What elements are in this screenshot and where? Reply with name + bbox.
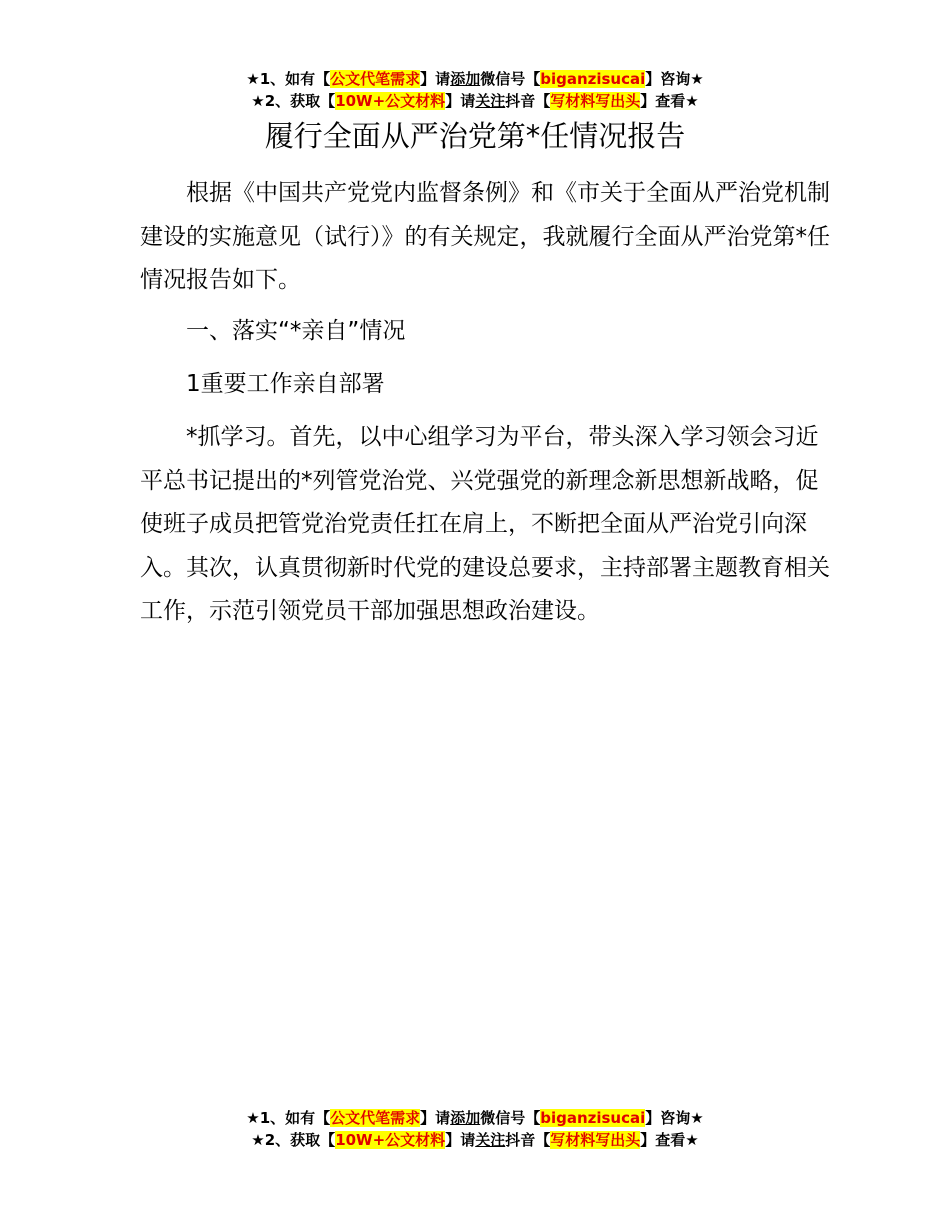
promo-text: 】请 <box>445 92 476 110</box>
subsection-heading <box>140 363 830 407</box>
promo-text: ★1、如有【 <box>246 1109 331 1127</box>
highlight-wechat-id: biganzisucai <box>540 70 646 88</box>
underlined-text: 关注 <box>475 1131 506 1149</box>
bottom-promo-banner <box>0 1107 950 1151</box>
promo-text: 】查看★ <box>640 92 699 110</box>
promo-text: 】请 <box>445 1131 476 1149</box>
top-promo-banner <box>0 68 950 112</box>
highlight-douyin-account: 写材料写出头 <box>550 92 641 110</box>
intro-paragraph <box>140 172 830 303</box>
promo-text: ★2、获取【 <box>251 92 336 110</box>
section-heading <box>140 310 830 354</box>
promo-line-1 <box>0 1107 950 1129</box>
promo-text: 】查看★ <box>640 1131 699 1149</box>
highlight-wechat-id: biganzisucai <box>540 1109 646 1127</box>
promo-text: 】咨询★ <box>645 70 704 88</box>
body-paragraph <box>140 416 830 634</box>
section-1-heading: 一、落实“*亲自”情况 <box>186 318 406 344</box>
promo-line-2 <box>0 1129 950 1151</box>
promo-text: 】请 <box>420 70 451 88</box>
highlight-materials: 10W+公文材料 <box>335 1131 446 1149</box>
promo-line-2 <box>0 90 950 112</box>
promo-text: 微信号【 <box>480 70 541 88</box>
promo-text: 抖音【 <box>505 92 551 110</box>
promo-text: 】咨询★ <box>645 1109 704 1127</box>
underlined-text: 添加 <box>450 1109 481 1127</box>
promo-text: ★1、如有【 <box>246 70 331 88</box>
underlined-text: 添加 <box>450 70 481 88</box>
promo-text: 】请 <box>420 1109 451 1127</box>
document-title: 履行全面从严治党第*任情况报告 <box>264 119 686 153</box>
paragraph-1-text: *抓学习。首先，以中心组学习为平台，带头深入学习领会习近平总书记提出的*列管党治党、兴党强党的新理念新思想新战略，促使班子成员把管党治党责任扛在肩上，不断把全面从严治党引向深入。其次，认真贯彻新时代党的建设总要求，主持部署主题教育相关工作，示范引领党员干部加强思想政治建设。 <box>140 424 830 624</box>
intro-text: 根据《中国共产党党内监督条例》和《市关于全面从严治党机制建设的实施意见（试行）》的有关规定，我就履行全面从严治党第*任情况报告如下。 <box>140 180 830 293</box>
promo-line-1 <box>0 68 950 90</box>
highlight-service: 公文代笔需求 <box>330 70 421 88</box>
promo-text: 抖音【 <box>505 1131 551 1149</box>
subsection-1-heading: 1重要工作亲自部署 <box>186 371 385 397</box>
highlight-materials: 10W+公文材料 <box>335 92 446 110</box>
highlight-service: 公文代笔需求 <box>330 1109 421 1127</box>
highlight-douyin-account: 写材料写出头 <box>550 1131 641 1149</box>
underlined-text: 关注 <box>475 92 506 110</box>
promo-text: 微信号【 <box>480 1109 541 1127</box>
promo-text: ★2、获取【 <box>251 1131 336 1149</box>
